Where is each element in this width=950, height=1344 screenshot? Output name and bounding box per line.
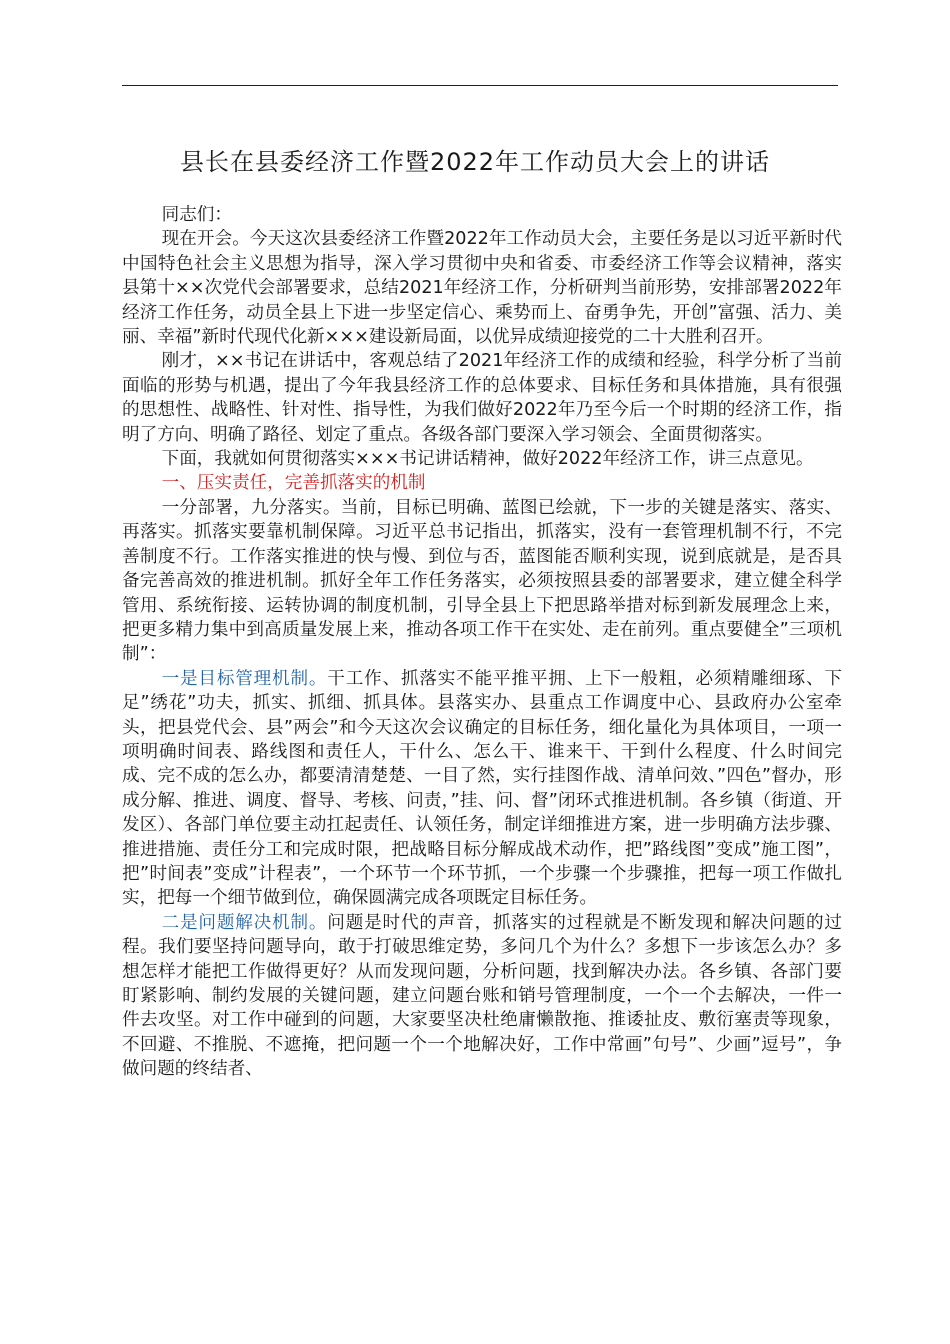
header-rule [122,85,838,86]
point-1-paragraph [122,667,842,911]
document-title [0,142,950,177]
salutation: 同志们： [161,205,232,225]
section-heading-1: 一、压实责任，完善抓落实的机制 [161,473,426,494]
point-2-text: 问题是时代的声音，抓落实的过程就是不断发现和解决问题的过程。我们要坚持问题导向，敢于打破思维定势，多问几个为什么？多想下一步该怎么办？多想怎样才能把工作做得更好？从而发现问题，分析问题，找到解决办法。各乡镇、各部门要盯紧影响、制约发展的关键问题，建立问题台账和销号管理制度，一个一个去解决，一件一件去攻坚。对工作中碰到的问题，大家要坚决杜绝庸懒散拖、推诿扯皮、敷衍塞责等现象，不回避、不推脱、不遮掩，把问题一个一个地解决好，工作中常画”句号”、少画”逗号”，争做问题的终结者、 [122,912,842,1080]
paragraph-2: 刚才，××书记在讲话中，客观总结了2021年经济工作的成绩和经验，科学分析了当前面临的形势与机遇，提出了今年我县经济工作的总体要求、目标任务和具体措施，具有很强的思想性、战略性、针对性、指导性，为我们做好2022年乃至今后一个时期的经济工作，指明了方向、明确了路径、划定了重点。各级各部门要深入学习领会、全面贯彻落实。 [122,351,842,445]
paragraph-3: 下面，我就如何贯彻落实×××书记讲话精神，做好2022年经济工作，讲三点意见。 [161,449,814,470]
paragraph-1: 现在开会。今天这次县委经济工作暨2022年工作动员大会，主要任务是以习近平新时代中国特色社会主义思想为指导，深入学习贯彻中央和省委、市委经济工作等会议精神，落实县第十××次党代会部署要求，总结2021年经济工作，分析研判当前形势，安排部署2022年经济工作任务，动员全县上下进一步坚定信心、乘势而上、奋勇争先，开创”富强、活力、美丽、幸福”新时代现代化新×××建设新局面，以优异成绩迎接党的二十大胜利召开。 [122,229,842,348]
title-text: 县长在县委经济工作暨2022年工作动员大会上的讲话 [179,148,771,176]
point-2-lead: 二是问题解决机制。 [161,912,328,933]
point-1-lead: 一是目标管理机制。 [161,668,328,689]
section-1-intro: 一分部署，九分落实。当前，目标已明确、蓝图已绘就，下一步的关键是落实、落实、再落实。抓落实要靠机制保障。习近平总书记指出，抓落实，没有一套管理机制不行，不完善制度不行。工作落实推进的快与慢、到位与否，蓝图能否顺利实现，说到底就是，是否具备完善高效的推进机制。抓好全年工作任务落实，必须按照县委的部署要求，建立健全科学管用、系统衔接、运转协调的制度机制，引导全县上下把思路举措对标到新发展理念上来，把更多精力集中到高质量发展上来，推动各项工作干在实处、走在前列。重点要健全”三项机制”： [122,497,842,665]
point-2-paragraph [122,911,842,1082]
document-body [122,203,842,1082]
point-1-text: 干工作、抓落实不能平推平拥、上下一般粗，必须精雕细琢、下足”绣花”功夫，抓实、抓细、抓具体。县落实办、县重点工作调度中心、县政府办公室牵头，把县党代会、县”两会”和今天这次会议确定的目标任务，细化量化为具体项目，一项一项明确时间表、路线图和责任人，干什么、怎么干、谁来干、干到什么程度、什么时间完成、完不成的怎么办，都要清清楚楚、一目了然，实行挂图作战、清单问效、”四色”督办，形成分解、推进、调度、督导、考核、问责，”挂、问、督”闭环式推进机制。各乡镇（街道、开发区）、各部门单位要主动扛起责任、认领任务，制定详细推进方案，进一步明确方法步骤、推进措施、责任分工和完成时限，把战略目标分解成战术动作，把”路线图”变成”施工图”，把”时间表”变成”计程表”，一个环节一个环节抓，一个步骤一个步骤推，把每一项工作做扎实，把每一个细节做到位，确保圆满完成各项既定目标任务。 [122,668,842,909]
